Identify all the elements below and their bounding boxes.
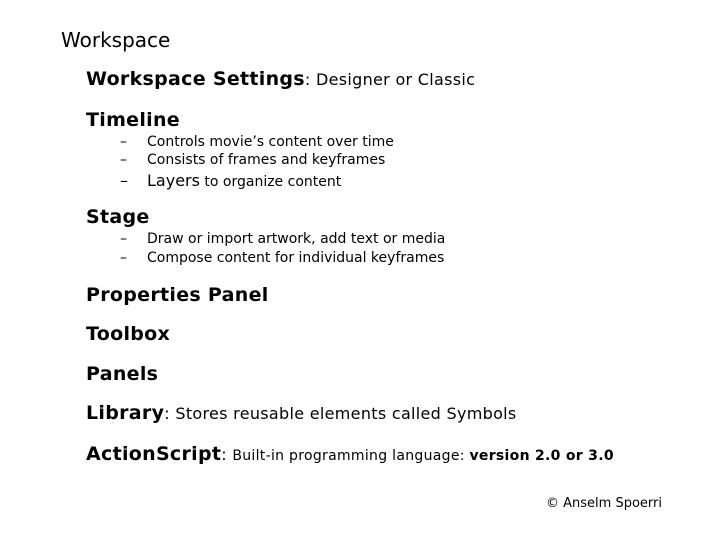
bullet-dash: –	[120, 231, 127, 247]
bullet-text: Draw or import artwork, add text or media	[147, 231, 446, 247]
item-description: : Designer or Classic	[304, 70, 476, 89]
item-properties-panel: Properties Panel	[86, 284, 269, 306]
timeline-bullet	[120, 171, 341, 190]
bullet-dash: –	[120, 250, 127, 266]
bullet-text: Consists of frames and keyframes	[147, 152, 386, 168]
item-actionscript	[86, 443, 614, 465]
item-heading: Workspace Settings	[86, 68, 305, 90]
item-emphasis: version 2.0 or 3.0	[469, 448, 614, 464]
bullet-emphasis: Layers	[147, 171, 200, 190]
item-heading: ActionScript	[86, 443, 222, 465]
bullet-dash: –	[120, 152, 127, 168]
timeline-bullet	[120, 134, 394, 150]
item-description: Built-in programming language:	[232, 448, 470, 464]
stage-bullet	[120, 231, 445, 247]
bullet-dash: –	[120, 171, 128, 190]
bullet-dash: –	[120, 134, 127, 150]
item-heading: Library	[86, 402, 165, 424]
bullet-text: Controls movie’s content over time	[147, 134, 394, 150]
stage-bullet	[120, 250, 444, 266]
item-colon: :	[221, 445, 233, 464]
item-colon: :	[164, 404, 176, 423]
timeline-bullet	[120, 152, 385, 168]
item-workspace-settings	[86, 68, 475, 90]
item-panels: Panels	[86, 363, 159, 385]
bullet-text: to organize content	[199, 174, 342, 190]
item-stage: Stage	[86, 206, 150, 228]
item-timeline: Timeline	[86, 109, 180, 131]
item-toolbox: Toolbox	[86, 323, 171, 345]
item-description: Stores reusable elements called	[175, 404, 447, 423]
bullet-text: Compose content for individual keyframes	[147, 250, 445, 266]
copyright: © Anselm Spoerri	[546, 496, 662, 511]
item-emphasis: Symbols	[446, 404, 517, 423]
item-library	[86, 402, 517, 424]
slide-title: Workspace	[61, 28, 171, 52]
